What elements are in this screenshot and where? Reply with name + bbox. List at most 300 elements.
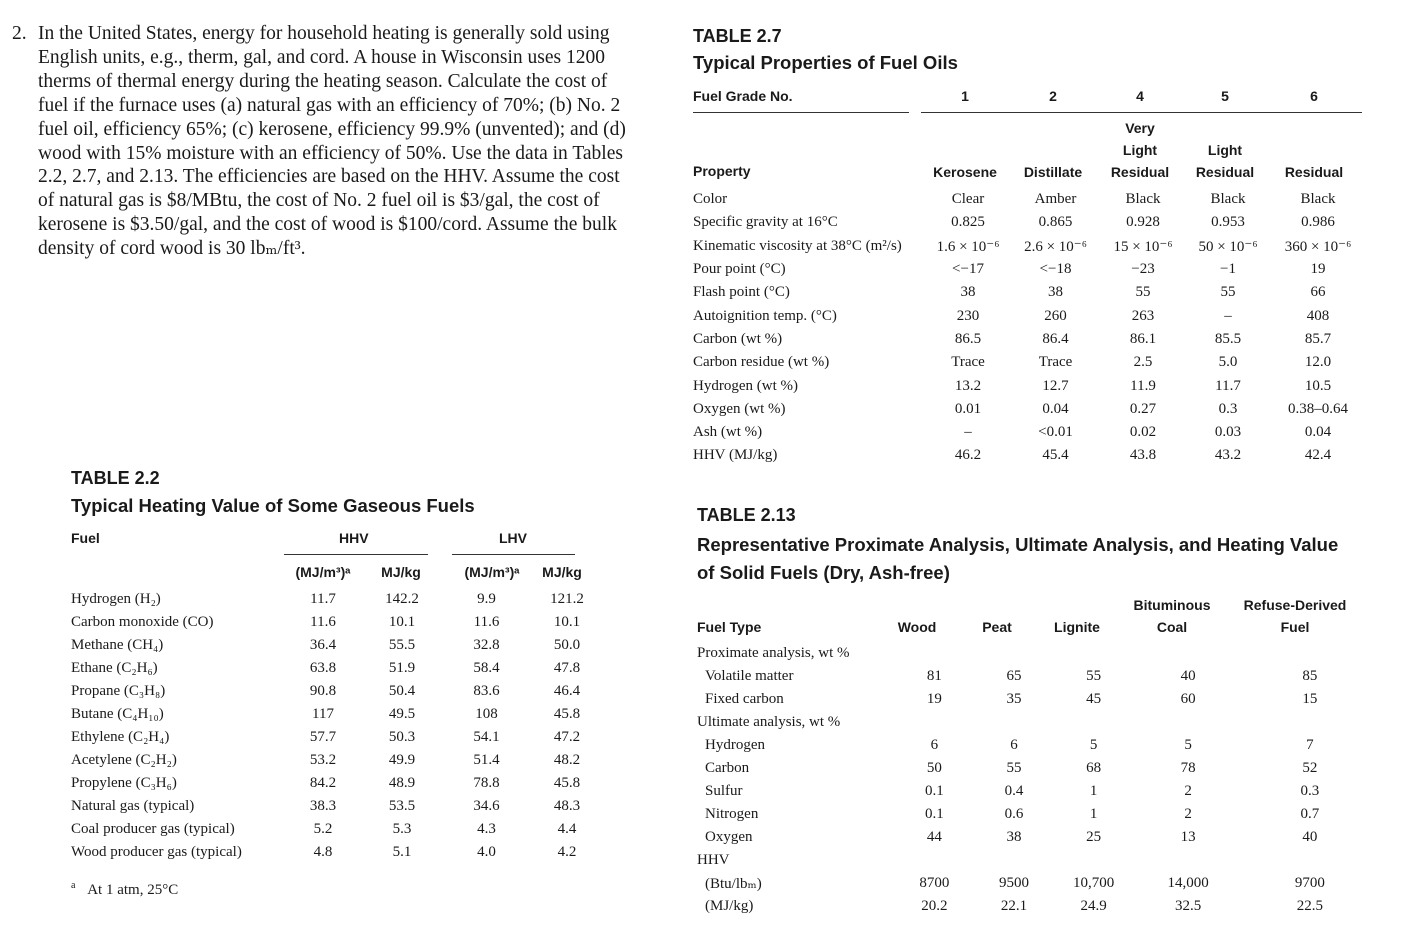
table-cell: 4.3	[477, 821, 496, 837]
table-cell: 0.02	[1129, 424, 1157, 441]
problem-line: fuel oil, efficiency 65%; (c) kerosene, efficiency 99.9% (unvented); and (d)	[38, 118, 626, 140]
row-label: (Btu/lbₘ)	[705, 876, 762, 892]
table-row	[697, 711, 1377, 734]
row-label: Wood producer gas (typical)	[71, 844, 242, 860]
table-cell: 0.01	[954, 400, 982, 417]
table-cell: 0.03	[1214, 424, 1242, 441]
column-header-line: Peat	[982, 619, 1012, 635]
table-cell: 50.4	[388, 683, 416, 699]
table-cell: 0.1	[925, 806, 944, 822]
table-cell: 19	[1310, 261, 1326, 278]
table-cell: 32.5	[1175, 898, 1202, 914]
row-label: Ash (wt %)	[693, 424, 763, 441]
table-cell: –	[964, 424, 972, 441]
table-row	[693, 235, 1363, 258]
table-cell: 43.8	[1129, 447, 1157, 464]
table-cell: 55	[1220, 284, 1236, 301]
footnote	[71, 880, 178, 899]
table-cell: 7	[1306, 737, 1314, 753]
table-cell: 360 × 10⁻⁶	[1284, 238, 1352, 255]
column-header-line: Lignite	[1054, 619, 1100, 635]
table-number: TABLE 2.13	[697, 505, 796, 525]
fuel-oil-properties	[693, 188, 1363, 468]
table-cell: 0.986	[1301, 214, 1335, 231]
header-rule	[452, 554, 575, 555]
table-cell: 38	[960, 284, 976, 301]
table-cell: 2	[1184, 783, 1192, 799]
table-row	[71, 634, 602, 657]
row-label: Flash point (°C)	[693, 284, 790, 301]
table-cell: 0.6	[1004, 806, 1024, 822]
table-cell: 20.2	[921, 898, 948, 914]
type-header-line: Residual	[1195, 164, 1255, 180]
row-label: Oxygen (wt %)	[693, 400, 786, 417]
table-cell: 260	[1044, 307, 1067, 324]
table-cell: 78.8	[473, 775, 500, 791]
table-cell: 2.6 × 10⁻⁶	[1024, 238, 1087, 255]
table-cell: 9700	[1294, 875, 1325, 891]
problem-line: of natural gas is $8/MBtu, the cost of No. 2 fuel oil is $3/gal, the cost of	[38, 190, 600, 212]
table-cell: 0.865	[1038, 214, 1073, 231]
table-cell: 14,000	[1167, 875, 1209, 891]
table-cell: 0.3	[1218, 400, 1238, 417]
table-cell: 15	[1302, 691, 1318, 707]
problem-number: 2.	[12, 23, 27, 44]
row-label: Specific gravity at 16°C	[693, 214, 838, 231]
type-header	[1274, 161, 1354, 183]
table-row	[697, 688, 1377, 711]
row-label: Ethane (C₂H₆)	[71, 660, 158, 676]
table-cell: 0.7	[1300, 806, 1320, 822]
table-cell: 52	[1302, 760, 1318, 776]
table-cell: 86.4	[1042, 330, 1069, 347]
table-cell: 230	[956, 307, 980, 324]
table-cell: 38	[1048, 284, 1063, 301]
table-cell: 45.8	[553, 775, 581, 791]
table-row	[693, 328, 1363, 351]
unit-header: MJ/kg	[542, 564, 582, 580]
gaseous-fuels-table	[71, 588, 602, 864]
table-cell: 263	[1131, 307, 1155, 324]
row-label: Hydrogen (H₂)	[71, 591, 161, 607]
table-row	[693, 351, 1363, 374]
row-label: Volatile matter	[705, 668, 794, 684]
row-label: HHV (MJ/kg)	[693, 447, 778, 464]
table-cell: <−17	[952, 261, 984, 278]
table-cell: <0.01	[1038, 424, 1073, 441]
problem-line: density of cord wood is 30 lbₘ/ft³.	[38, 238, 306, 260]
table-row	[71, 680, 602, 703]
table-cell: 11.6	[310, 614, 336, 630]
table-cell	[895, 642, 975, 665]
row-label: Acetylene (C₂H₂)	[71, 752, 177, 768]
table-cell: 53.5	[388, 798, 416, 814]
table-cell: 108	[475, 706, 498, 722]
table-cell: 48.2	[553, 752, 581, 768]
table-row	[71, 841, 602, 864]
table-cell: 19	[926, 691, 942, 707]
table-cell: 10.5	[1304, 377, 1332, 394]
table-cell: 11.6	[473, 614, 500, 630]
problem-line: 2.2, 2.7, and 2.13. The efficiencies are based on the HHV. Assume the cost	[38, 166, 620, 188]
table-cell: 5	[1184, 737, 1192, 753]
table-cell: <−18	[1039, 261, 1072, 278]
type-header-line: Residual	[1110, 164, 1170, 180]
table-cell: 13	[1180, 829, 1196, 845]
table-number: TABLE 2.2	[71, 468, 160, 488]
table-cell: 43.2	[1214, 447, 1242, 464]
table-title	[697, 531, 1357, 587]
table-cell: 4.4	[557, 821, 577, 837]
grade-header: 5	[1221, 88, 1229, 104]
table-cell: 0.04	[1304, 424, 1332, 441]
problem-statement	[12, 22, 637, 261]
table-row	[697, 849, 1377, 872]
type-header-line: Distillate	[1023, 164, 1083, 180]
table-cell: 121.2	[550, 591, 584, 607]
row-label: Oxygen	[705, 829, 753, 845]
hhv-label: HHV	[339, 530, 369, 546]
table-cell: 54.1	[473, 729, 500, 745]
table-cell	[1054, 849, 1134, 872]
row-label: Butane (C₄H₁₀)	[71, 706, 164, 722]
row-label: Carbon (wt %)	[693, 330, 783, 347]
table-cell: 55	[1006, 760, 1022, 776]
row-label: Proximate analysis, wt %	[697, 645, 850, 661]
table-cell: 24.9	[1080, 898, 1107, 914]
table-cell: 47.8	[553, 660, 581, 676]
problem-line: fuel if the furnace uses (a) natural gas with an efficiency of 70%; (b) No. 2	[38, 94, 621, 116]
column-header	[957, 616, 1037, 638]
table-cell: 32.8	[473, 637, 500, 653]
footnote-mark: a	[71, 880, 76, 891]
row-label: HHV	[697, 852, 730, 868]
table-cell: 22.1	[1000, 898, 1028, 914]
table-row	[71, 795, 602, 818]
table-cell	[895, 711, 975, 734]
row-label: Sulfur	[705, 783, 743, 799]
table-cell: Trace	[1038, 354, 1073, 371]
table-cell: 49.5	[388, 706, 416, 722]
table-cell: 4.8	[313, 844, 333, 860]
fuel-type-label: Fuel Type	[697, 619, 762, 635]
table-cell: 5.3	[392, 821, 412, 837]
table-cell	[895, 849, 975, 872]
table-cell: 60	[1180, 691, 1196, 707]
table-cell: 47.2	[553, 729, 581, 745]
table-cell: 55.5	[388, 637, 416, 653]
table-cell: 48.3	[553, 798, 581, 814]
table-row	[71, 588, 602, 611]
table-cell: 50.3	[388, 729, 416, 745]
grade-header: 4	[1136, 88, 1144, 104]
table-row	[697, 780, 1377, 803]
table-cell: 78	[1180, 760, 1196, 776]
column-header-line: Refuse-Derived	[1243, 597, 1347, 613]
table-cell: 10.1	[553, 614, 581, 630]
row-label: Nitrogen	[705, 806, 759, 822]
table-cell: 58.4	[473, 660, 500, 676]
table-cell: 22.5	[1296, 898, 1324, 914]
table-cell: 11.9	[1130, 377, 1156, 394]
table-cell: 53.2	[309, 752, 337, 768]
table-cell: 0.928	[1126, 214, 1160, 231]
table-cell	[1054, 711, 1134, 734]
table-cell: 40	[1302, 829, 1318, 845]
table-cell: 48.9	[388, 775, 416, 791]
table-row	[697, 757, 1377, 780]
table-cell: 40	[1180, 668, 1196, 684]
table-row	[693, 188, 1363, 211]
problem-line: wood with 15% moisture with an efficiency of 50%. Use the data in Tables	[38, 142, 623, 164]
table-cell: 57.7	[309, 729, 337, 745]
column-header-line: Wood	[897, 619, 937, 635]
table-cell: 6	[1010, 737, 1018, 753]
table-row	[693, 374, 1363, 397]
table-cell: 10.1	[388, 614, 416, 630]
column-header	[1122, 594, 1222, 638]
table-cell: 45.4	[1042, 447, 1069, 464]
type-header-line: Very	[1125, 120, 1155, 136]
table-cell: 15 × 10⁻⁶	[1113, 238, 1173, 255]
table-row	[693, 211, 1363, 234]
table-title: Typical Properties of Fuel Oils	[693, 52, 958, 73]
table-cell: 408	[1306, 307, 1330, 324]
table-row	[693, 258, 1363, 281]
row-label: Carbon	[705, 760, 750, 776]
problem-body	[38, 22, 637, 261]
table-row	[71, 726, 602, 749]
row-label: Autoignition temp. (°C)	[693, 307, 837, 324]
table-cell: 85	[1302, 668, 1318, 684]
table-cell: 142.2	[385, 591, 419, 607]
table-cell: 2.5	[1133, 354, 1153, 371]
table-cell: 12.0	[1304, 354, 1332, 371]
table-cell	[1243, 642, 1377, 665]
table-cell: 10,700	[1072, 875, 1115, 891]
row-label: Carbon residue (wt %)	[693, 354, 830, 371]
row-label: Propane (C₃H₈)	[71, 683, 166, 699]
table-cell: 0.4	[1004, 783, 1024, 799]
type-header-line: Light	[1207, 142, 1243, 158]
problem-line: In the United States, energy for household heating is generally sold using	[38, 23, 610, 44]
table-cell: 49.9	[388, 752, 416, 768]
table-cell: 0.3	[1300, 783, 1320, 799]
table-cell: Clear	[951, 191, 985, 208]
table-cell	[1133, 642, 1242, 665]
table-cell: −1	[1220, 261, 1236, 278]
table-cell: 44	[926, 829, 942, 845]
row-label: Kinematic viscosity at 38°C (m²/s)	[693, 237, 902, 254]
table-cell: 81	[926, 668, 942, 684]
table-cell	[974, 849, 1054, 872]
grade-header: 6	[1310, 88, 1318, 104]
table-cell	[1133, 711, 1242, 734]
table-cell: 13.2	[954, 377, 982, 394]
row-label: Ultimate analysis, wt %	[697, 714, 841, 730]
table-cell: 50 × 10⁻⁶	[1198, 238, 1258, 255]
table-cell: Black	[1300, 191, 1336, 208]
table-row	[697, 803, 1377, 826]
table-row	[693, 421, 1363, 444]
table-cell: 5.2	[313, 821, 333, 837]
table-cell	[1054, 642, 1134, 665]
table-row	[71, 611, 602, 634]
type-header-line: Light	[1122, 142, 1158, 158]
table-cell: 66	[1310, 284, 1326, 301]
table-cell: 11.7	[310, 591, 336, 607]
table-title: Typical Heating Value of Some Gaseous Fuels	[71, 495, 475, 516]
grade-header: 2	[1049, 88, 1057, 104]
table-row	[693, 281, 1363, 304]
column-header-line: Coal	[1156, 619, 1188, 635]
table-cell: 85.7	[1304, 330, 1332, 347]
table-cell: 8700	[919, 875, 950, 891]
type-header	[1185, 139, 1265, 183]
table-cell: –	[1224, 307, 1232, 324]
table-cell: Amber	[1034, 191, 1077, 208]
table-cell: 0.38–0.64	[1288, 400, 1348, 417]
column-header-line: Fuel	[1280, 619, 1310, 635]
table-cell: 12.7	[1042, 377, 1069, 394]
property-label: Property	[693, 163, 751, 179]
table-cell	[974, 642, 1054, 665]
table-cell: 34.6	[473, 798, 500, 814]
table-cell: 84.2	[309, 775, 337, 791]
table-row	[71, 657, 602, 680]
table-cell: 51.9	[388, 660, 416, 676]
table-cell: 5.0	[1218, 354, 1238, 371]
table-cell: 38	[1006, 829, 1022, 845]
row-label: Fixed carbon	[705, 691, 784, 707]
fuel-grade-label: Fuel Grade No.	[693, 88, 793, 104]
table-cell: 55	[1086, 668, 1102, 684]
table-title-line: of Solid Fuels (Dry, Ash-free)	[697, 562, 950, 583]
table-row	[693, 304, 1363, 327]
table-cell: 1	[1089, 783, 1098, 799]
table-cell: 4.2	[557, 844, 577, 860]
table-cell	[1243, 711, 1377, 734]
table-row	[693, 398, 1363, 421]
table-cell: 6	[930, 737, 939, 753]
table-row	[697, 872, 1377, 895]
table-cell: 51.4	[473, 752, 500, 768]
table-cell: 86.5	[954, 330, 982, 347]
table-cell: 46.4	[553, 683, 581, 699]
table-cell: 42.4	[1304, 447, 1332, 464]
row-label: Natural gas (typical)	[71, 798, 195, 814]
row-label: Carbon monoxide (CO)	[71, 614, 214, 630]
grade-header: 1	[961, 88, 969, 104]
table-cell: 65	[1006, 668, 1022, 684]
table-cell: 117	[312, 706, 334, 722]
table-row	[71, 818, 602, 841]
column-header	[877, 616, 957, 638]
lhv-label: LHV	[499, 530, 527, 546]
table-cell: 68	[1086, 760, 1102, 776]
table-row	[71, 749, 602, 772]
table-cell: 4.0	[477, 844, 496, 860]
unit-header: (MJ/m³)ᵃ	[295, 564, 351, 580]
row-label: Hydrogen	[705, 737, 765, 753]
header-rule	[284, 554, 428, 555]
row-label: Pour point (°C)	[693, 261, 786, 278]
table-cell: 50	[926, 760, 942, 776]
table-cell: 11.7	[1215, 377, 1241, 394]
table-cell: 45.8	[553, 706, 581, 722]
type-header	[925, 161, 1005, 183]
table-cell: Black	[1210, 191, 1246, 208]
header-rule	[921, 112, 1362, 113]
table-cell: 1.6 × 10⁻⁶	[936, 238, 1000, 255]
row-label: Hydrogen (wt %)	[693, 377, 798, 394]
type-header-line: Kerosene	[933, 164, 997, 180]
unit-header: (MJ/m³)ᵃ	[464, 564, 520, 580]
column-header	[1235, 594, 1355, 638]
unit-header: MJ/kg	[381, 564, 421, 580]
table-cell: 50.0	[553, 637, 581, 653]
table-cell: Black	[1125, 191, 1161, 208]
row-label: (MJ/kg)	[705, 898, 754, 914]
row-label: Methane (CH₄)	[71, 637, 164, 653]
type-header	[1100, 117, 1180, 183]
column-header-line: Bituminous	[1133, 597, 1211, 613]
table-cell	[974, 711, 1054, 734]
problem-line: therms of thermal energy during the heating season. Calculate the cost of	[38, 70, 608, 92]
fuel-label: Fuel	[71, 530, 100, 546]
table-cell: 5.1	[392, 844, 412, 860]
table-cell: 25	[1086, 829, 1102, 845]
row-label: Color	[693, 191, 728, 208]
table-cell: 63.8	[309, 660, 337, 676]
table-cell: 45	[1086, 691, 1102, 707]
header-rule	[693, 112, 909, 113]
table-row	[697, 826, 1377, 849]
table-cell: 0.04	[1042, 400, 1069, 417]
table-cell: 90.8	[309, 683, 337, 699]
table-cell: 36.4	[309, 637, 337, 653]
table-cell: 38.3	[309, 798, 337, 814]
table-cell: 5	[1089, 737, 1098, 753]
table-cell: 0.1	[925, 783, 944, 799]
row-label: Ethylene (C₂H₄)	[71, 729, 170, 745]
table-cell: 86.1	[1129, 330, 1157, 347]
footnote-text: At 1 atm, 25°C	[87, 882, 179, 898]
solid-fuels-table	[697, 642, 1377, 918]
table-cell: 85.5	[1214, 330, 1242, 347]
table-cell: 55	[1135, 284, 1151, 301]
table-cell: 83.6	[473, 683, 500, 699]
table-cell: 0.27	[1129, 400, 1157, 417]
type-header	[1013, 161, 1093, 183]
table-row	[697, 665, 1377, 688]
row-label: Coal producer gas (typical)	[71, 821, 235, 837]
table-row	[693, 444, 1363, 467]
table-title-line: Representative Proximate Analysis, Ultimate Analysis, and Heating Value	[697, 534, 1339, 555]
problem-line: kerosene is $3.50/gal, and the cost of wood is $100/cord. Assume the bulk	[38, 214, 617, 236]
type-header-line: Residual	[1284, 164, 1344, 180]
table-row	[697, 642, 1377, 665]
table-row	[697, 895, 1377, 918]
table-cell: 46.2	[954, 447, 982, 464]
table-cell: −23	[1131, 261, 1155, 278]
table-cell: 2	[1184, 806, 1192, 822]
table-cell: 0.953	[1211, 214, 1245, 231]
row-label: Propylene (C₃H₆)	[71, 775, 177, 791]
table-row	[71, 703, 602, 726]
table-cell: 9.9	[477, 591, 496, 607]
table-row	[71, 772, 602, 795]
